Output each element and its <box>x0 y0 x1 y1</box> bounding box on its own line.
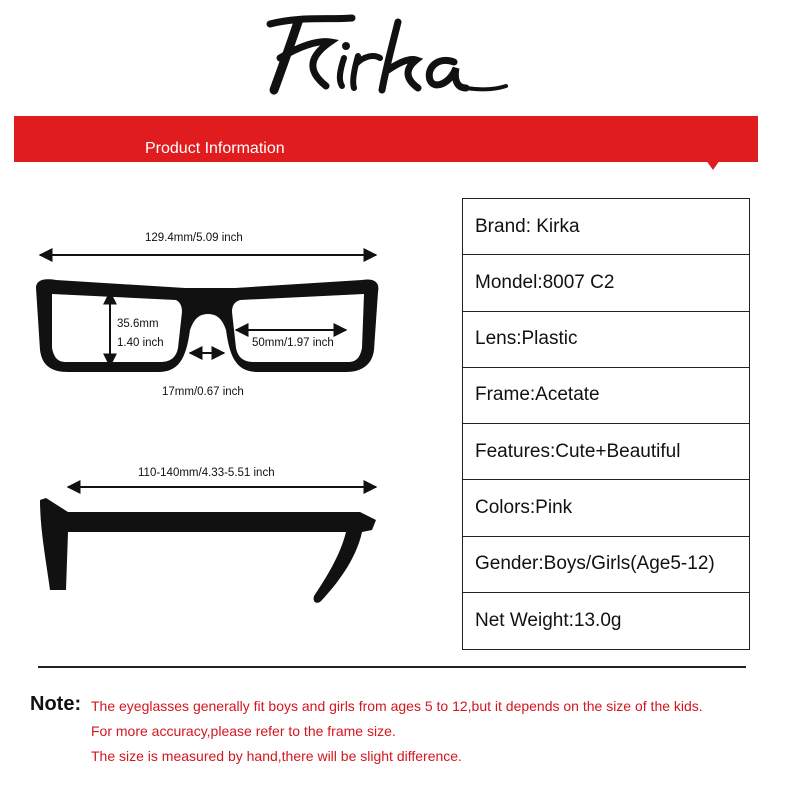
bridge-label: 17mm/0.67 inch <box>162 386 244 398</box>
divider <box>38 666 746 668</box>
total-width-label: 129.4mm/5.09 inch <box>145 232 243 244</box>
temple-arm <box>40 498 376 603</box>
note-line-1: The eyeglasses generally fit boys and girls from ages 5 to 12,but it depends on the size of the kids. <box>91 698 703 714</box>
temple-length-label: 110-140mm/4.33-5.51 inch <box>138 467 275 479</box>
spec-features: Features:Cute+Beautiful <box>463 424 749 480</box>
note-label: Note: <box>30 693 82 715</box>
spec-brand: Brand: Kirka <box>463 199 749 255</box>
spec-gender: Gender:Boys/Girls(Age5-12) <box>463 537 749 593</box>
spec-model: Mondel:8007 C2 <box>463 255 749 311</box>
spec-lens: Lens:Plastic <box>463 312 749 368</box>
lens-width-label: 50mm/1.97 inch <box>252 337 334 349</box>
specs-table <box>462 198 750 650</box>
note-line-2: For more accuracy,please refer to the frame size. <box>91 723 396 739</box>
banner-title: Product Information <box>145 140 285 157</box>
spec-frame: Frame:Acetate <box>463 368 749 424</box>
lens-height-mm-label: 35.6mm <box>117 318 159 330</box>
front-frame <box>36 279 378 372</box>
note-line-3: The size is measured by hand,there will be slight difference. <box>91 748 462 764</box>
spec-net-weight: Net Weight:13.0g <box>475 609 622 631</box>
lens-height-inch-label: 1.40 inch <box>117 337 164 349</box>
spec-colors: Colors:Pink <box>463 480 749 536</box>
